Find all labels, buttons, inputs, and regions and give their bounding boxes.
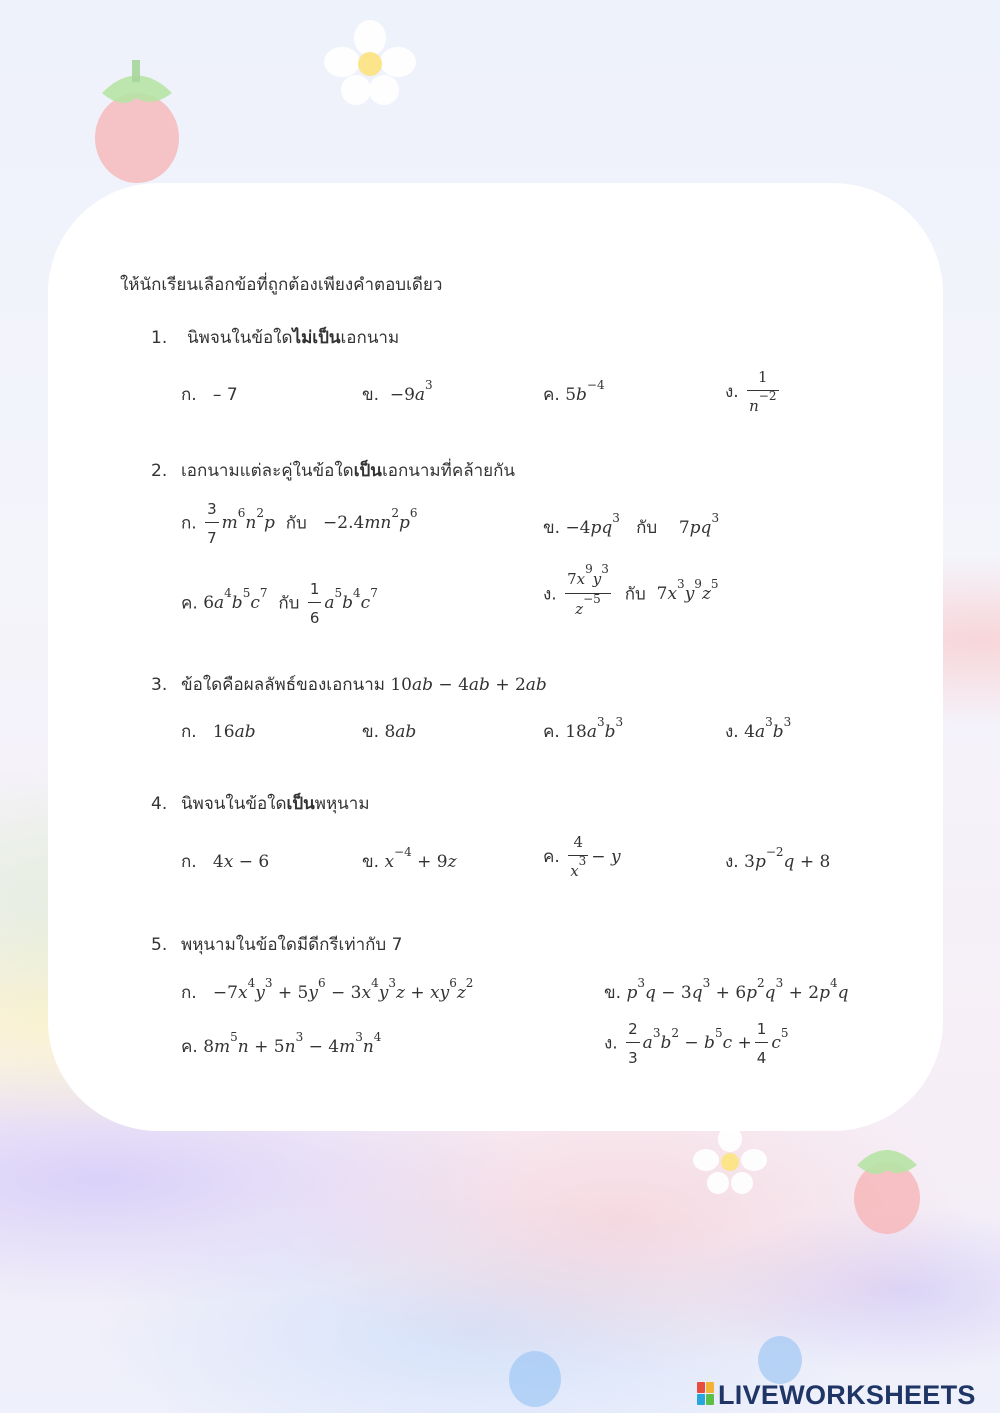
q5-d-middle: $a^3b^2 - b^5c$ + (642, 1026, 752, 1053)
q5-c-expression: $8m^5n + 5n^3 - 4m^3n^4$ (203, 1030, 382, 1057)
q3-c-expression: $18a^3b^3$ (565, 715, 624, 742)
option-label: ข. (362, 722, 380, 742)
q3-d-expression: $4a^3b^3$ (744, 715, 792, 742)
q2-a-fraction: $\frac{3}{7}$ (207, 500, 217, 547)
option-label: ค. (543, 722, 560, 742)
q4-b-expression: $x^{-4} + 9z$ (384, 845, 457, 872)
q2-option-b[interactable] (543, 511, 720, 539)
strawberry-decoration-icon (842, 1120, 932, 1240)
question-2-stem-a: เอกนามแต่ละคู่ในข้อใด (181, 461, 354, 481)
q4-c-fraction: $\frac{4}{x^3}$ (570, 833, 587, 880)
option-label: ง. (725, 852, 739, 872)
q2-c-term1: $6a^4b^5c^7$ (203, 586, 268, 613)
q5-option-a[interactable] (181, 976, 474, 1004)
question-4-stem-a: นิพจนในข้อใด (181, 794, 287, 814)
q2-b-term2: $7pq^3$ (678, 511, 720, 538)
q2-option-c[interactable] (181, 580, 378, 627)
liveworksheets-logo (697, 1380, 976, 1411)
q2-d-term2: $7x^3y^9z^5$ (656, 577, 719, 604)
q3-option-a[interactable] (181, 722, 256, 742)
q3-option-b[interactable] (362, 722, 416, 742)
q5-b-expression: $p^3q - 3q^3 + 6p^2q^3 + 2p^4q$ (626, 976, 849, 1003)
option-label: ง. (543, 584, 557, 605)
q5-a-expression: $-7x^4y^3 + 5y^6 - 3x^4y^3z + xy^6z^2$ (212, 976, 474, 1003)
question-2-stem-b: เป็น (353, 461, 382, 481)
q5-d-end: $c^5$ (771, 1026, 789, 1053)
question-1-stem-c: เอกนาม (340, 328, 400, 348)
question-3-stem-text: ข้อใดคือผลลัพธ์ของเอกนาม (181, 675, 385, 695)
q1-b-expression: $-9a^3$ (389, 378, 433, 405)
option-label: ข. (543, 518, 561, 538)
q1-option-c[interactable] (543, 378, 605, 406)
q1-option-a[interactable] (181, 385, 238, 405)
q2-c-term2: $a^5b^4c^7$ (324, 586, 378, 613)
question-3-stem (181, 675, 547, 695)
q2-option-a[interactable] (181, 500, 418, 547)
q1-c-expression: $5b^{-4}$ (565, 378, 605, 405)
q1-a-expression: – 7 (212, 385, 238, 405)
brand-name: LIVEWORKSHEETS (718, 1380, 976, 1410)
with-label: กับ (285, 513, 307, 534)
q3-option-c[interactable] (543, 715, 624, 743)
option-label: ข. (362, 385, 380, 405)
option-label: ง. (725, 382, 739, 402)
option-label: ค. (543, 847, 560, 867)
q5-option-d[interactable] (604, 1020, 788, 1067)
q4-d-expression: $3p^{-2}q + 8$ (744, 845, 831, 872)
question-4-stem (181, 794, 370, 814)
with-label: กับ (624, 584, 646, 605)
option-label: ง. (725, 722, 739, 742)
with-label: กับ (636, 518, 658, 538)
q4-a-expression: 4x − 6 (212, 852, 270, 872)
q3-expression: 10ab − 4ab + 2ab (390, 675, 547, 695)
with-label: กับ (278, 593, 300, 614)
option-label: ค. (181, 593, 198, 614)
option-label: ข. (362, 852, 380, 872)
question-4-number: 4. (151, 794, 168, 814)
question-2-stem-c: เอกนามที่คล้ายกัน (381, 461, 516, 481)
q3-option-d[interactable] (725, 715, 792, 743)
strawberry-decoration-icon (82, 38, 192, 188)
question-5-stem: พหุนามในข้อใดมีดีกรีเท่ากับ 7 (181, 935, 403, 955)
q2-b-term1: $-4pq^3$ (565, 511, 620, 538)
q5-d-fraction-2: $\frac{1}{4}$ (756, 1020, 767, 1067)
q4-option-d[interactable] (725, 845, 831, 873)
question-2-stem (181, 461, 515, 481)
q4-option-c[interactable] (543, 833, 621, 881)
liveworksheets-mark-icon (697, 1382, 715, 1406)
question-5-number: 5. (151, 935, 168, 955)
question-4-stem-b: เป็น (286, 794, 315, 814)
q4-c-rest: − y (591, 847, 621, 867)
option-label: ข. (604, 983, 622, 1003)
option-label: ก. (181, 513, 197, 534)
question-1-stem (187, 328, 399, 348)
option-label: ก. (181, 983, 197, 1003)
q1-option-d[interactable] (725, 368, 782, 416)
q2-a-term2: $-2.4mn^2p^6$ (323, 506, 418, 533)
option-label: ง. (604, 1033, 618, 1054)
question-1-stem-b: ไม่เป็น (292, 328, 341, 348)
q3-b-expression: 8ab (384, 722, 417, 742)
q5-option-c[interactable] (181, 1030, 382, 1058)
flower-decoration-icon (690, 1125, 770, 1200)
q4-option-b[interactable] (362, 845, 457, 873)
option-label: ก. (181, 852, 197, 872)
question-3-number: 3. (151, 675, 168, 695)
q1-option-b[interactable] (362, 378, 433, 406)
q2-a-term1: $m^6n^2p$ (221, 506, 275, 533)
option-label: ค. (543, 385, 560, 405)
question-2-number: 2. (151, 461, 168, 481)
blossom-decoration-icon (500, 1345, 570, 1413)
q1-d-fraction: $\frac{1}{n^{-2}}$ (749, 368, 777, 415)
flower-decoration-icon (320, 18, 420, 108)
q2-c-fraction: $\frac{1}{6}$ (309, 580, 320, 627)
question-4-stem-c: พหุนาม (314, 794, 370, 814)
q3-a-expression: 16ab (212, 722, 256, 742)
question-1-number: 1. (151, 328, 168, 348)
q5-option-b[interactable] (604, 976, 849, 1004)
q4-option-a[interactable] (181, 852, 269, 872)
q2-d-fraction: $\frac{7x^9y^3}{z^{-5}}$ (567, 562, 609, 618)
option-label: ค. (181, 1037, 198, 1057)
instruction: ให้นักเรียนเลือกข้อที่ถูกต้องเพียงคำตอบเดียว (120, 275, 443, 295)
question-1-stem-a: นิพจนในข้อใด (187, 328, 293, 348)
q5-d-fraction-1: $\frac{2}{3}$ (628, 1020, 638, 1067)
q2-option-d[interactable] (543, 562, 719, 619)
option-label: ก. (181, 722, 197, 742)
option-label: ก. (181, 385, 197, 405)
